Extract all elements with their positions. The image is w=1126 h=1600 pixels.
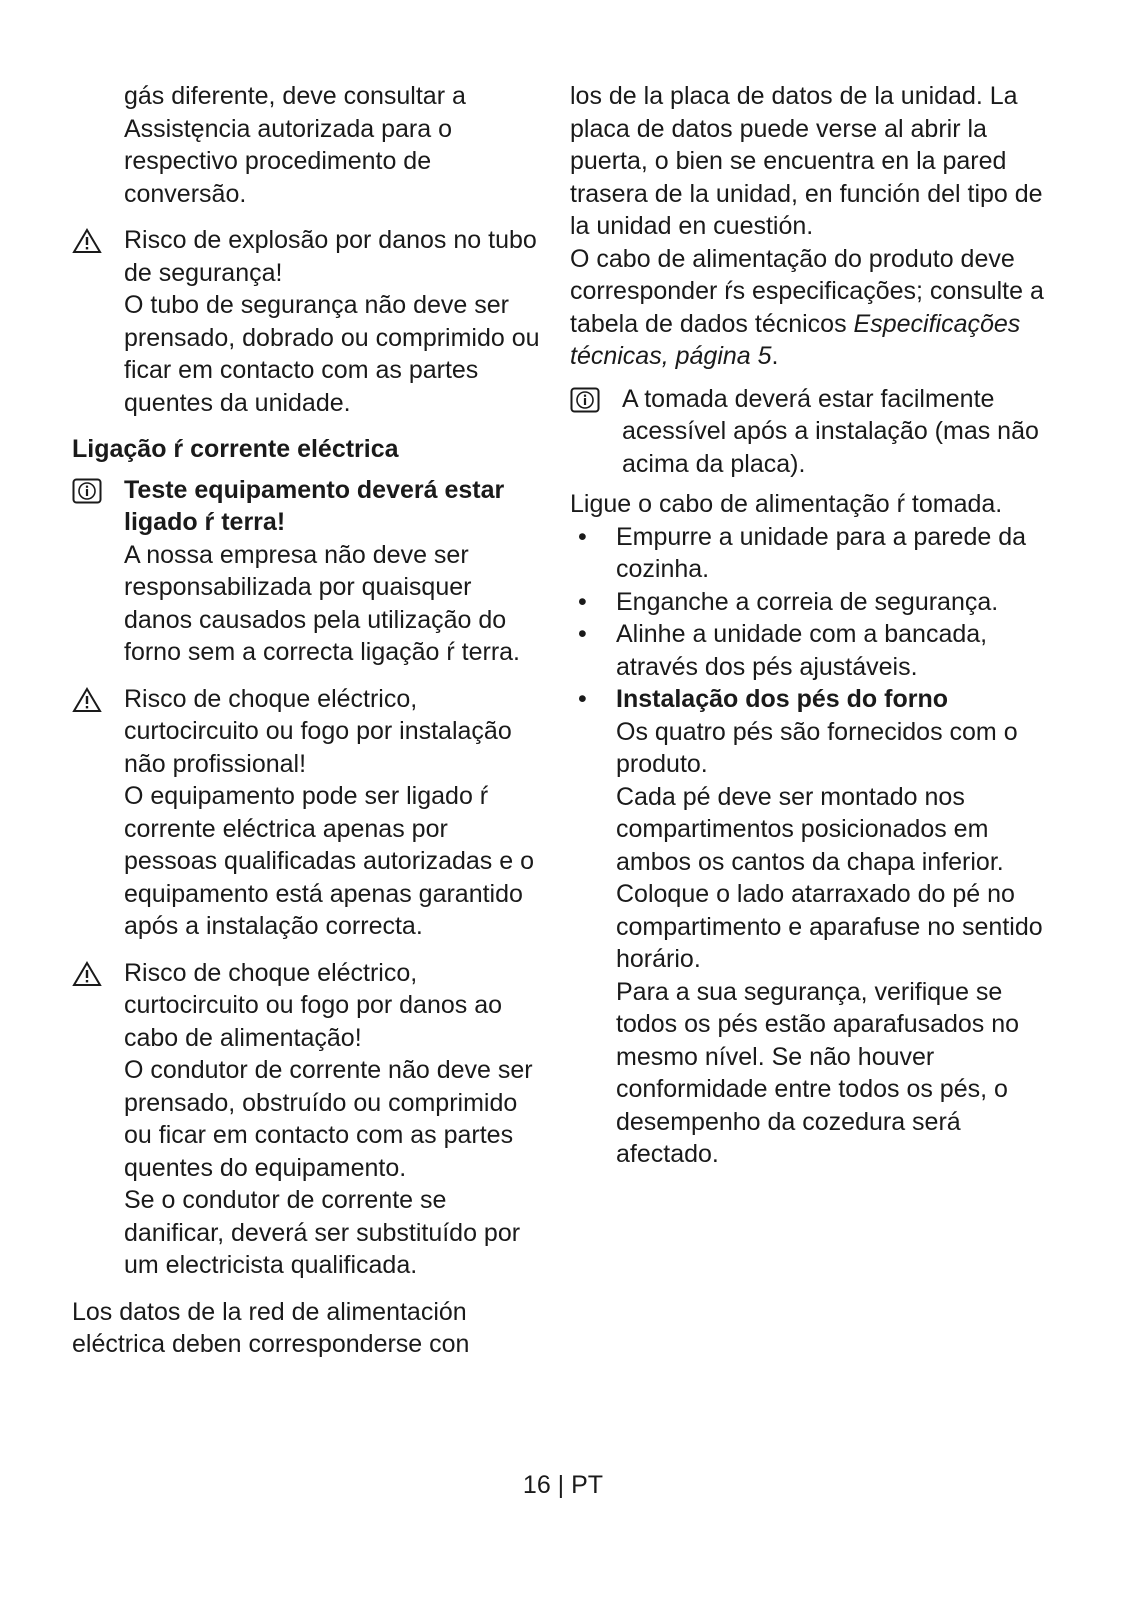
- page-number: 16 | PT: [522, 1471, 604, 1499]
- cable-spec-text: O cabo de alimentação do produto deve corresponder ŕs especificações; consulte a tabela de dados técnicos: [570, 244, 1044, 338]
- installation-steps: [570, 521, 1050, 1171]
- info-text: A tomada deverá estar facilmente acessível após a instalação (mas não acima da placa).: [622, 384, 1039, 478]
- bullet-icon: •: [578, 587, 587, 616]
- warning-text: O equipamento pode ser ligado ŕ corrente eléctrica apenas por pessoas qualificadas autorizadas e o equipamento está apenas garantido após a instalação correcta.: [124, 782, 534, 940]
- list-item: [570, 521, 1050, 586]
- bullet-icon: •: [578, 522, 587, 551]
- cable-spec: [570, 243, 1050, 373]
- warning-triangle-icon: [72, 224, 124, 254]
- section-heading: Ligação ŕ corrente eléctrica: [72, 435, 399, 463]
- list-item: [570, 618, 1050, 683]
- warning-title: Risco de explosão por danos no tubo de segurança!: [124, 226, 537, 287]
- warning-triangle-icon: [72, 683, 124, 713]
- list-item-text: Enganche a correia de segurança.: [616, 587, 999, 616]
- info-icon: [72, 474, 124, 504]
- warning-cable: [72, 957, 542, 1282]
- list-item-text: Alinhe a unidade com a bancada, através dos pés ajustáveis.: [616, 620, 988, 681]
- feet-text: Cada pé deve ser montado nos compartimentos posicionados em ambos os cantos da chapa inferior.: [616, 782, 1004, 876]
- intro-continuation: gás diferente, deve consultar a Assistęncia autorizada para o respectivo procedimento de conversão.: [124, 82, 466, 208]
- warning-triangle-icon: [72, 957, 124, 987]
- cable-spec-end: .: [771, 342, 779, 370]
- network-data-start: Los datos de la red de alimentación eléctrica deben corresponderse con: [72, 1297, 470, 1358]
- info-title: Teste equipamento deverá estar ligado ŕ terra!: [124, 475, 505, 536]
- feet-text: Os quatro pés são fornecidos com o produto.: [616, 717, 1018, 778]
- warning-text: Se o condutor de corrente se danificar, deverá ser substituído por um electricista qualificada.: [124, 1186, 521, 1279]
- list-item-text: Empurre a unidade para a parede da cozinha.: [616, 522, 1027, 583]
- info-ground: [72, 474, 542, 669]
- network-data-continuation: los de la placa de datos de la unidad. La placa de datos puede verse al abrir la puerta, o bien se encuentra en la pared trasera de la unidad, en función del tipo de la unidad en cuestión.: [570, 82, 1043, 240]
- feet-text: Para a sua segurança, verifique se todos os pés estão aparafusados no mesmo nível. Se não houver conformidade entre todos os pés, o desempenho da cozedura será afectado.: [616, 977, 1020, 1168]
- bullet-icon: •: [578, 620, 587, 648]
- warning-title: Risco de choque eléctrico, curtocircuito ou fogo por instalação não profissional!: [124, 684, 512, 778]
- list-item-feet: [570, 683, 1050, 1171]
- list-item: [570, 586, 1050, 619]
- info-socket: [570, 383, 1050, 481]
- warning-text: O condutor de corrente não deve ser prensado, obstruído ou comprimido ou ficar em contacto com as partes quentes do equipamento.: [124, 1056, 533, 1182]
- warning-installation: [72, 683, 542, 943]
- feet-section-title: Instalação dos pés do forno: [616, 685, 948, 713]
- feet-text: Coloque o lado atarraxado do pé no compartimento e aparafuse no sentido horário.: [616, 880, 1043, 973]
- info-text: A nossa empresa não deve ser responsabilizada por quaisquer danos causados pela utilização do forno sem a correcta ligação ŕ terra.: [124, 540, 520, 666]
- right-column: [570, 80, 1050, 1171]
- bullet-icon: •: [578, 685, 587, 713]
- info-icon: [570, 383, 622, 413]
- plug-in-instruction: Ligue o cabo de alimentação ŕ tomada.: [570, 490, 1003, 518]
- warning-safety-tube: [72, 224, 542, 419]
- left-column: [72, 80, 542, 1361]
- cable-spec-reference: Especificações técnicas, página 5: [570, 309, 1021, 370]
- warning-title: Risco de choque eléctrico, curtocircuito ou fogo por danos ao cabo de alimentação!: [124, 958, 503, 1052]
- warning-text: O tubo de segurança não deve ser prensado, dobrado ou comprimido ou ficar em contacto com as partes quentes da unidade.: [124, 291, 540, 417]
